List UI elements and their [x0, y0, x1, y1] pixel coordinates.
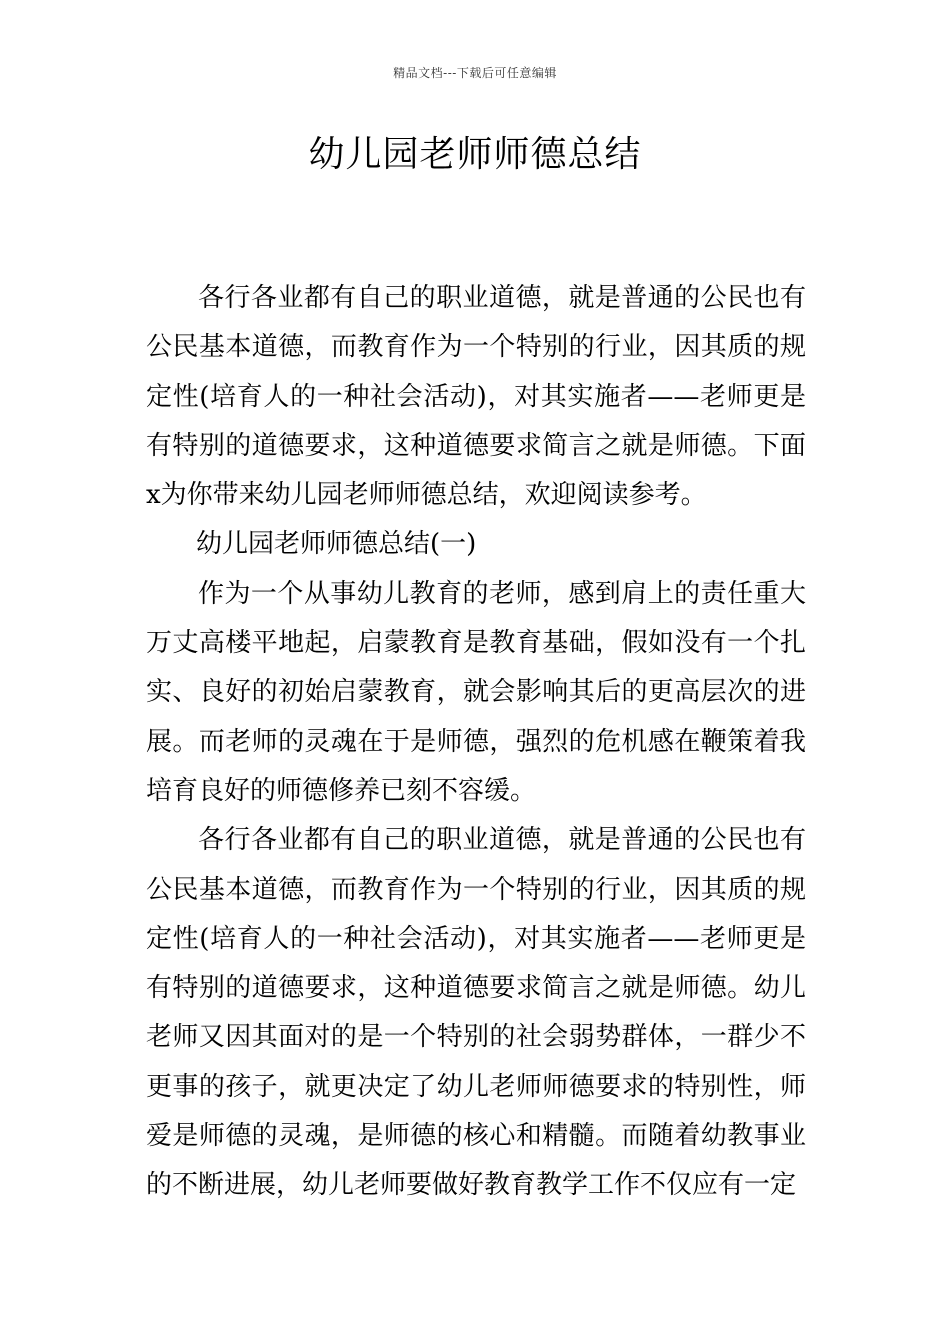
document-title: 幼儿园老师师德总结 — [308, 134, 642, 175]
document-body — [146, 274, 806, 1211]
page-header-watermark: 精品文档---下载后可任意编辑 — [393, 66, 557, 80]
section-heading: 幼儿园老师师德总结(一) — [196, 529, 477, 560]
body-paragraph: 作为一个从事幼儿教育的老师，感到肩上的责任重大万丈高楼平地起，启蒙教育是教育基础，假如没有一个扎实、良好的初始启蒙教育，就会影响其后的更高层次的进展。而老师的灵魂在于是师德，强烈的危机感在鞭策着我培育良好的师德修养已刻不容缓。 — [146, 578, 806, 806]
body-paragraph: 各行各业都有自己的职业道德，就是普通的公民也有公民基本道德，而教育作为一个特别的行业，因其质的规定性(培育人的一种社会活动)，对其实施者——老师更是有特别的道德要求，这种道德要求简言之就是师德。幼儿老师又因其面对的是一个特别的社会弱势群体，一群少不更事的孩子，就更决定了幼儿老师师德要求的特别性，师爱是师德的灵魂，是师德的核心和精髓。而随着幼教事业的不断进展，幼儿老师要做好教育教学工作不仅应有一定 — [146, 825, 806, 1201]
intro-paragraph: 各行各业都有自己的职业道德，就是普通的公民也有公民基本道德，而教育作为一个特别的行业，因其质的规定性(培育人的一种社会活动)，对其实施者——老师更是有特别的道德要求，这种道德要求简言之就是师德。下面x为你带来幼儿园老师师德总结，欢迎阅读参考。 — [146, 283, 806, 511]
